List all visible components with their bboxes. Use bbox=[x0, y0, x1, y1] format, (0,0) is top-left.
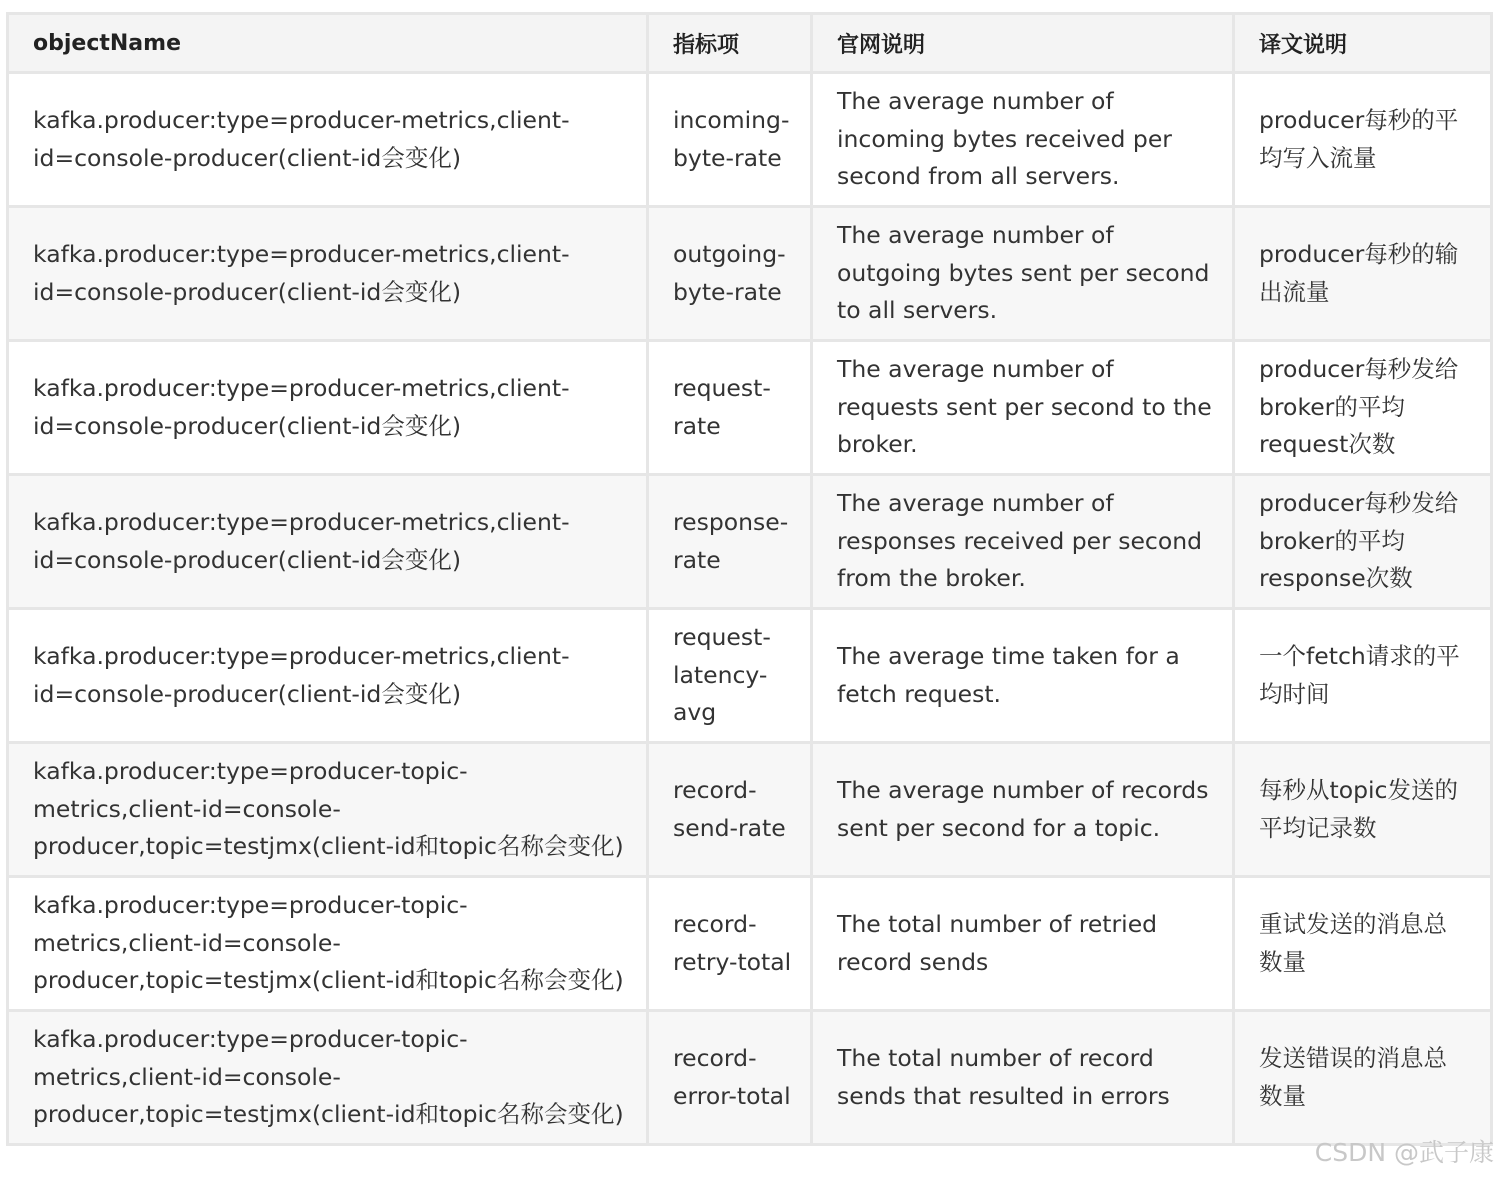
cell-objectname: kafka.producer:type=producer-metrics,client-id=console-producer(client-id会变化) bbox=[8, 207, 648, 341]
table-row bbox=[8, 475, 1492, 609]
cell-metric: response-rate bbox=[648, 475, 812, 609]
cell-official-description: The total number of record sends that resulted in errors bbox=[812, 1011, 1234, 1145]
cell-official-description: The total number of retried record sends bbox=[812, 877, 1234, 1011]
cell-official-description: The average time taken for a fetch request. bbox=[812, 609, 1234, 743]
header-metric: 指标项 bbox=[648, 14, 812, 73]
cell-objectname: kafka.producer:type=producer-metrics,client-id=console-producer(client-id会变化) bbox=[8, 341, 648, 475]
cell-metric: outgoing-byte-rate bbox=[648, 207, 812, 341]
header-official-description: 官网说明 bbox=[812, 14, 1234, 73]
cell-objectname: kafka.producer:type=producer-metrics,client-id=console-producer(client-id会变化) bbox=[8, 609, 648, 743]
cell-official-description: The average number of outgoing bytes sent per second to all servers. bbox=[812, 207, 1234, 341]
cell-translation: producer每秒发给broker的平均request次数 bbox=[1234, 341, 1492, 475]
table-row bbox=[8, 1011, 1492, 1145]
cell-metric: request-rate bbox=[648, 341, 812, 475]
cell-translation: 重试发送的消息总数量 bbox=[1234, 877, 1492, 1011]
cell-translation: producer每秒发给broker的平均response次数 bbox=[1234, 475, 1492, 609]
cell-objectname: kafka.producer:type=producer-metrics,client-id=console-producer(client-id会变化) bbox=[8, 73, 648, 207]
table-row bbox=[8, 207, 1492, 341]
cell-translation: producer每秒的输出流量 bbox=[1234, 207, 1492, 341]
cell-translation: 发送错误的消息总数量 bbox=[1234, 1011, 1492, 1145]
table-row bbox=[8, 341, 1492, 475]
cell-official-description: The average number of responses received per second from the broker. bbox=[812, 475, 1234, 609]
table-row bbox=[8, 743, 1492, 877]
cell-metric: record-error-total bbox=[648, 1011, 812, 1145]
cell-metric: request-latency-avg bbox=[648, 609, 812, 743]
cell-metric: record-send-rate bbox=[648, 743, 812, 877]
metrics-table-container bbox=[6, 12, 1490, 1146]
metrics-table bbox=[6, 12, 1493, 1146]
table-header-row bbox=[8, 14, 1492, 73]
header-translation: 译文说明 bbox=[1234, 14, 1492, 73]
cell-official-description: The average number of incoming bytes received per second from all servers. bbox=[812, 73, 1234, 207]
cell-metric: record-retry-total bbox=[648, 877, 812, 1011]
cell-metric: incoming-byte-rate bbox=[648, 73, 812, 207]
cell-translation: producer每秒的平均写入流量 bbox=[1234, 73, 1492, 207]
cell-translation: 每秒从topic发送的平均记录数 bbox=[1234, 743, 1492, 877]
cell-objectname: kafka.producer:type=producer-topic-metrics,client-id=console-producer,topic=testjmx(client-id和topic名称会变化) bbox=[8, 1011, 648, 1145]
table-row bbox=[8, 73, 1492, 207]
cell-objectname: kafka.producer:type=producer-topic-metrics,client-id=console-producer,topic=testjmx(client-id和topic名称会变化) bbox=[8, 877, 648, 1011]
header-objectname: objectName bbox=[8, 14, 648, 73]
table-row bbox=[8, 877, 1492, 1011]
table-row bbox=[8, 609, 1492, 743]
cell-objectname: kafka.producer:type=producer-metrics,client-id=console-producer(client-id会变化) bbox=[8, 475, 648, 609]
cell-official-description: The average number of requests sent per second to the broker. bbox=[812, 341, 1234, 475]
cell-objectname: kafka.producer:type=producer-topic-metrics,client-id=console-producer,topic=testjmx(client-id和topic名称会变化) bbox=[8, 743, 648, 877]
cell-official-description: The average number of records sent per second for a topic. bbox=[812, 743, 1234, 877]
csdn-watermark: CSDN @武子康 bbox=[1314, 1138, 1494, 1167]
cell-translation: 一个fetch请求的平均时间 bbox=[1234, 609, 1492, 743]
